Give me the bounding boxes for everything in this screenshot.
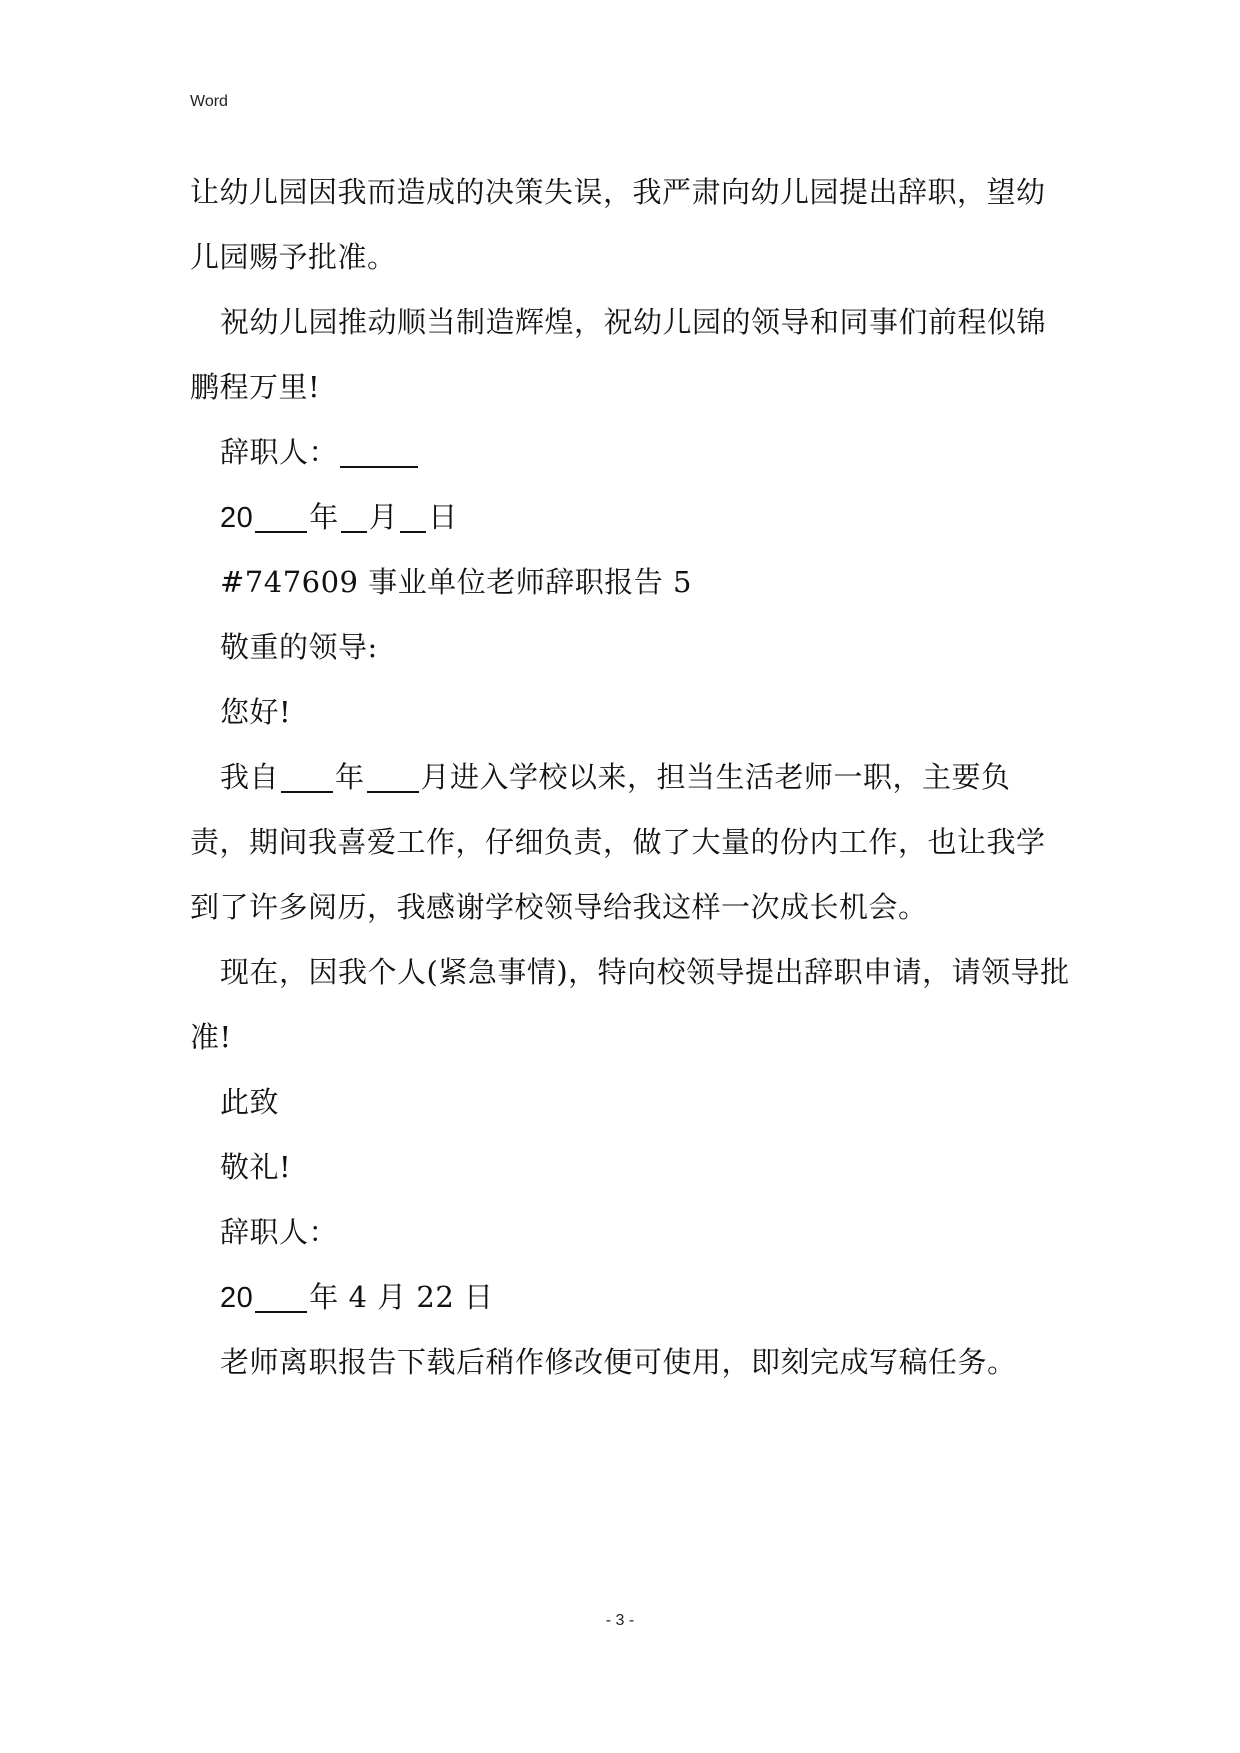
paragraph-line: 到了许多阅历，我感谢学校领导给我这样一次成长机会。 bbox=[190, 890, 928, 924]
year-blank bbox=[281, 761, 333, 793]
text-segment: 年 bbox=[335, 760, 365, 794]
paragraph-line: 责，期间我喜爱工作，仔细负责，做了大量的份内工作，也让我学 bbox=[190, 825, 1046, 859]
signature-label: 辞职人： bbox=[220, 435, 339, 469]
salutation: 敬重的领导: bbox=[220, 630, 378, 664]
paragraph-line: 老师离职报告下载后稍作修改便可使用，即刻完成写稿任务。 bbox=[220, 1345, 1017, 1379]
year-prefix: 20 bbox=[220, 1282, 254, 1314]
paragraph-line: 让幼儿园因我而造成的决策失误，我严肃向幼儿园提出辞职，望幼 bbox=[190, 175, 1046, 209]
date-line bbox=[190, 1265, 1060, 1330]
page-header: Word bbox=[190, 93, 228, 110]
paragraph-line bbox=[190, 745, 1060, 810]
greeting: 您好! bbox=[220, 695, 292, 729]
document-body bbox=[190, 160, 1070, 1395]
text-segment: 我自 bbox=[220, 760, 280, 794]
year-prefix: 20 bbox=[220, 502, 254, 534]
paragraph-line: 准! bbox=[190, 1020, 232, 1054]
month-label: 月 bbox=[368, 500, 399, 534]
date-line bbox=[190, 485, 1060, 550]
paragraph-line: 现在，因我个人(紧急事情)，特向校领导提出辞职申请，请领导批 bbox=[220, 955, 1070, 989]
closing-line: 敬礼! bbox=[220, 1150, 292, 1184]
day-blank bbox=[400, 501, 426, 533]
year-label: 年 bbox=[309, 500, 339, 534]
closing-line: 此致 bbox=[220, 1085, 280, 1119]
text-segment: 月进入学校以来，担当生活老师一职，主要负 bbox=[420, 760, 1011, 794]
month-blank bbox=[341, 501, 367, 533]
day-label: 日 bbox=[428, 500, 458, 534]
year-blank bbox=[255, 1281, 307, 1313]
signature-line bbox=[190, 420, 1060, 485]
page-number: - 3 - bbox=[605, 1612, 635, 1629]
month-blank bbox=[367, 761, 419, 793]
year-blank bbox=[255, 501, 307, 533]
date-rest: 年 4 月 22 日 bbox=[309, 1280, 494, 1314]
signature-blank bbox=[340, 436, 418, 468]
signature-label: 辞职人： bbox=[220, 1215, 339, 1249]
paragraph-line: 鹏程万里! bbox=[190, 370, 321, 404]
paragraph-line: 儿园赐予批准。 bbox=[190, 240, 397, 274]
paragraph-line: 祝幼儿园推动顺当制造辉煌，祝幼儿园的领导和同事们前程似锦 bbox=[220, 305, 1047, 339]
section-title: #747609 事业单位老师辞职报告 5 bbox=[220, 565, 692, 599]
